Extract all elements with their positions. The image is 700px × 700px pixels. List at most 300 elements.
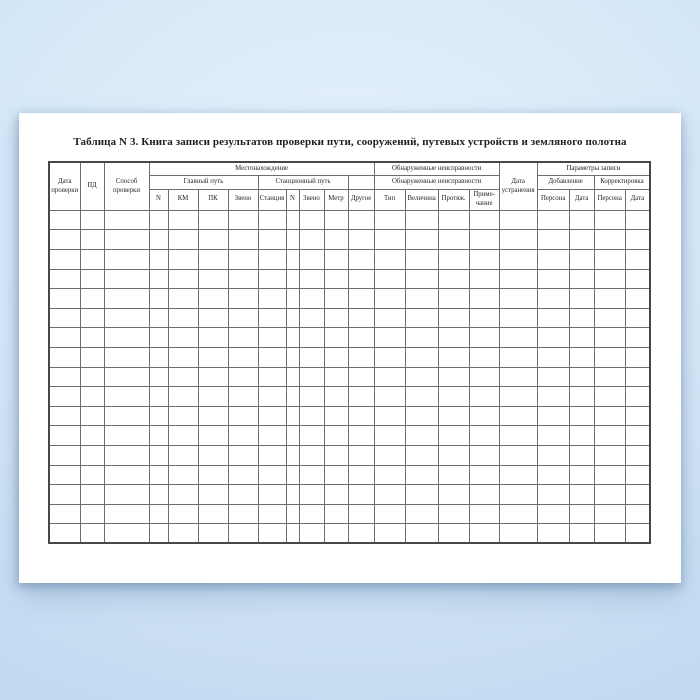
body-cell xyxy=(405,465,438,485)
body-cell xyxy=(168,308,198,328)
body-cell xyxy=(286,465,299,485)
header-cell-persona-add: Персона xyxy=(537,189,569,210)
body-cell xyxy=(168,406,198,426)
body-cell xyxy=(286,289,299,309)
body-cell xyxy=(104,465,149,485)
body-cell xyxy=(104,230,149,250)
body-cell xyxy=(168,210,198,230)
body-cell xyxy=(374,504,405,524)
body-cell xyxy=(198,230,228,250)
body-cell xyxy=(499,445,537,465)
header-cell-fault-note: Приме-чание xyxy=(469,189,499,210)
body-cell xyxy=(499,504,537,524)
body-cell xyxy=(258,406,286,426)
body-cell xyxy=(228,347,258,367)
body-cell xyxy=(299,308,324,328)
body-cell xyxy=(49,210,80,230)
body-cell xyxy=(104,210,149,230)
table-row xyxy=(49,524,650,544)
records-table xyxy=(48,161,651,544)
body-cell xyxy=(80,230,104,250)
table-row xyxy=(49,269,650,289)
body-cell xyxy=(438,328,469,348)
body-cell xyxy=(228,387,258,407)
body-cell xyxy=(537,367,569,387)
body-cell xyxy=(149,504,168,524)
body-cell xyxy=(374,347,405,367)
body-cell xyxy=(80,406,104,426)
body-cell xyxy=(324,524,348,544)
body-cell xyxy=(348,426,374,446)
table-row xyxy=(49,485,650,505)
body-cell xyxy=(49,328,80,348)
header-cell-persona-corr: Персона xyxy=(594,189,625,210)
body-cell xyxy=(348,406,374,426)
body-cell xyxy=(469,367,499,387)
body-cell xyxy=(80,387,104,407)
body-cell xyxy=(438,465,469,485)
body-cell xyxy=(438,524,469,544)
body-cell xyxy=(104,289,149,309)
body-cell xyxy=(104,249,149,269)
body-cell xyxy=(258,445,286,465)
body-cell xyxy=(258,367,286,387)
body-cell xyxy=(348,524,374,544)
body-cell xyxy=(80,465,104,485)
body-cell xyxy=(299,328,324,348)
body-cell xyxy=(49,465,80,485)
body-cell xyxy=(149,445,168,465)
body-cell xyxy=(168,504,198,524)
body-cell xyxy=(104,504,149,524)
body-cell xyxy=(374,269,405,289)
body-cell xyxy=(594,465,625,485)
body-cell xyxy=(168,328,198,348)
body-cell xyxy=(299,387,324,407)
body-cell xyxy=(149,524,168,544)
body-cell xyxy=(569,387,594,407)
body-cell xyxy=(258,387,286,407)
body-cell xyxy=(569,524,594,544)
body-cell xyxy=(80,524,104,544)
body-cell xyxy=(104,347,149,367)
body-cell xyxy=(324,347,348,367)
body-cell xyxy=(405,426,438,446)
body-cell xyxy=(258,465,286,485)
header-cell-n-station: N xyxy=(286,189,299,210)
body-cell xyxy=(469,504,499,524)
body-cell xyxy=(625,347,650,367)
body-cell xyxy=(537,347,569,367)
body-cell xyxy=(198,347,228,367)
body-cell xyxy=(438,249,469,269)
body-cell xyxy=(299,367,324,387)
body-cell xyxy=(405,347,438,367)
body-cell xyxy=(198,328,228,348)
body-cell xyxy=(286,524,299,544)
body-cell xyxy=(438,367,469,387)
body-cell xyxy=(438,269,469,289)
body-cell xyxy=(258,249,286,269)
body-cell xyxy=(469,524,499,544)
header-cell-date-add: Дата xyxy=(569,189,594,210)
body-cell xyxy=(537,426,569,446)
body-cell xyxy=(625,230,650,250)
body-cell xyxy=(286,269,299,289)
body-cell xyxy=(49,308,80,328)
body-cell xyxy=(348,465,374,485)
body-cell xyxy=(499,289,537,309)
body-cell xyxy=(594,445,625,465)
body-cell xyxy=(49,230,80,250)
body-cell xyxy=(324,406,348,426)
body-cell xyxy=(258,524,286,544)
body-cell xyxy=(374,465,405,485)
body-cell xyxy=(438,210,469,230)
header-cell-addition: Добавление xyxy=(537,175,594,189)
body-cell xyxy=(469,328,499,348)
body-cell xyxy=(286,328,299,348)
body-cell xyxy=(537,445,569,465)
body-cell xyxy=(625,426,650,446)
body-cell xyxy=(198,485,228,505)
body-cell xyxy=(569,230,594,250)
body-cell xyxy=(374,406,405,426)
body-cell xyxy=(537,465,569,485)
body-cell xyxy=(168,426,198,446)
body-cell xyxy=(80,426,104,446)
body-cell xyxy=(405,445,438,465)
body-cell xyxy=(49,406,80,426)
header-cell-fault-type: Тип xyxy=(374,189,405,210)
body-cell xyxy=(438,504,469,524)
table-row xyxy=(49,347,650,367)
body-cell xyxy=(168,347,198,367)
body-cell xyxy=(348,269,374,289)
body-cell xyxy=(374,210,405,230)
body-cell xyxy=(569,504,594,524)
body-cell xyxy=(537,289,569,309)
body-cell xyxy=(228,249,258,269)
body-cell xyxy=(168,230,198,250)
body-cell xyxy=(469,387,499,407)
body-cell xyxy=(625,328,650,348)
body-cell xyxy=(149,367,168,387)
body-cell xyxy=(258,485,286,505)
body-cell xyxy=(104,406,149,426)
document-page xyxy=(19,113,681,583)
body-cell xyxy=(537,524,569,544)
body-cell xyxy=(198,426,228,446)
body-cell xyxy=(625,524,650,544)
body-cell xyxy=(625,485,650,505)
body-cell xyxy=(569,249,594,269)
table-row xyxy=(49,406,650,426)
body-cell xyxy=(168,289,198,309)
body-cell xyxy=(104,328,149,348)
body-cell xyxy=(348,308,374,328)
body-cell xyxy=(80,289,104,309)
body-cell xyxy=(625,465,650,485)
header-cell-correction: Корректировка xyxy=(594,175,650,189)
body-cell xyxy=(405,308,438,328)
body-cell xyxy=(198,269,228,289)
body-cell xyxy=(258,308,286,328)
body-cell xyxy=(149,387,168,407)
body-cell xyxy=(569,289,594,309)
body-cell xyxy=(469,445,499,465)
body-cell xyxy=(198,289,228,309)
body-cell xyxy=(198,504,228,524)
body-cell xyxy=(438,230,469,250)
header-cell-detected-faults: Обнаруженные неисправности xyxy=(374,162,499,175)
body-cell xyxy=(469,249,499,269)
body-cell xyxy=(569,367,594,387)
body-cell xyxy=(286,485,299,505)
body-cell xyxy=(104,387,149,407)
body-cell xyxy=(228,269,258,289)
body-cell xyxy=(405,269,438,289)
header-cell-station-track: Станционный путь xyxy=(258,175,348,189)
body-cell xyxy=(149,328,168,348)
body-cell xyxy=(405,249,438,269)
header-cell-other: Другое xyxy=(348,189,374,210)
header-cell-elimination-date: Дата устранения xyxy=(499,162,537,210)
body-cell xyxy=(374,249,405,269)
body-cell xyxy=(348,504,374,524)
body-cell xyxy=(469,406,499,426)
body-cell xyxy=(198,308,228,328)
table-row xyxy=(49,210,650,230)
body-cell xyxy=(49,445,80,465)
body-cell xyxy=(228,367,258,387)
body-cell xyxy=(149,289,168,309)
header-cell-main-track: Главный путь xyxy=(149,175,258,189)
body-cell xyxy=(348,387,374,407)
body-cell xyxy=(348,210,374,230)
body-cell xyxy=(228,524,258,544)
body-cell xyxy=(258,347,286,367)
body-cell xyxy=(80,269,104,289)
body-cell xyxy=(499,249,537,269)
body-cell xyxy=(625,367,650,387)
body-cell xyxy=(348,347,374,367)
body-cell xyxy=(80,308,104,328)
body-cell xyxy=(374,289,405,309)
body-cell xyxy=(168,445,198,465)
body-cell xyxy=(104,445,149,465)
body-cell xyxy=(228,210,258,230)
body-cell xyxy=(258,269,286,289)
body-cell xyxy=(149,426,168,446)
body-cell xyxy=(499,426,537,446)
body-cell xyxy=(324,249,348,269)
body-cell xyxy=(198,210,228,230)
body-cell xyxy=(499,524,537,544)
body-cell xyxy=(286,230,299,250)
body-cell xyxy=(324,485,348,505)
body-cell xyxy=(374,387,405,407)
body-cell xyxy=(258,210,286,230)
body-cell xyxy=(286,367,299,387)
body-cell xyxy=(49,269,80,289)
body-cell xyxy=(469,426,499,446)
body-cell xyxy=(228,308,258,328)
body-cell xyxy=(104,426,149,446)
body-cell xyxy=(149,406,168,426)
body-cell xyxy=(324,504,348,524)
body-cell xyxy=(149,249,168,269)
body-cell xyxy=(594,347,625,367)
body-cell xyxy=(168,524,198,544)
body-cell xyxy=(104,485,149,505)
body-cell xyxy=(537,230,569,250)
body-cell xyxy=(374,445,405,465)
header-cell-detected-faults-sub: Обнаруженные неисправности xyxy=(374,175,499,189)
body-cell xyxy=(594,504,625,524)
body-cell xyxy=(469,289,499,309)
body-cell xyxy=(299,347,324,367)
body-cell xyxy=(537,485,569,505)
body-cell xyxy=(374,524,405,544)
header-cell-check-method: Способ проверки xyxy=(104,162,149,210)
body-cell xyxy=(569,308,594,328)
body-cell xyxy=(405,230,438,250)
body-cell xyxy=(286,308,299,328)
body-cell xyxy=(469,269,499,289)
body-cell xyxy=(348,485,374,505)
body-cell xyxy=(228,230,258,250)
body-cell xyxy=(228,328,258,348)
body-cell xyxy=(299,249,324,269)
body-cell xyxy=(228,445,258,465)
body-cell xyxy=(348,230,374,250)
body-cell xyxy=(286,210,299,230)
body-cell xyxy=(499,308,537,328)
body-cell xyxy=(594,387,625,407)
table-row xyxy=(49,426,650,446)
body-cell xyxy=(405,485,438,505)
body-cell xyxy=(228,485,258,505)
body-cell xyxy=(438,485,469,505)
body-cell xyxy=(499,328,537,348)
body-cell xyxy=(49,504,80,524)
body-cell xyxy=(168,387,198,407)
body-cell xyxy=(149,230,168,250)
body-cell xyxy=(324,445,348,465)
body-cell xyxy=(374,328,405,348)
body-cell xyxy=(299,485,324,505)
body-cell xyxy=(405,406,438,426)
header-cell-pk: ПК xyxy=(198,189,228,210)
table-row xyxy=(49,445,650,465)
header-cell-pd: ПД xyxy=(80,162,104,210)
table-row xyxy=(49,308,650,328)
header-cell-other-spacer xyxy=(348,175,374,189)
body-cell xyxy=(438,347,469,367)
body-cell xyxy=(80,328,104,348)
body-cell xyxy=(405,367,438,387)
body-cell xyxy=(49,289,80,309)
body-cell xyxy=(499,406,537,426)
body-cell xyxy=(499,210,537,230)
body-cell xyxy=(80,367,104,387)
body-cell xyxy=(594,426,625,446)
body-cell xyxy=(569,485,594,505)
body-cell xyxy=(149,485,168,505)
body-cell xyxy=(149,210,168,230)
table-row xyxy=(49,249,650,269)
body-cell xyxy=(469,347,499,367)
body-cell xyxy=(625,445,650,465)
body-cell xyxy=(286,249,299,269)
body-cell xyxy=(348,249,374,269)
body-cell xyxy=(594,406,625,426)
body-cell xyxy=(49,485,80,505)
body-cell xyxy=(594,524,625,544)
table-header xyxy=(49,162,650,210)
header-cell-metr: Метр xyxy=(324,189,348,210)
body-cell xyxy=(499,347,537,367)
body-cell xyxy=(348,367,374,387)
body-cell xyxy=(80,445,104,465)
body-cell xyxy=(594,367,625,387)
body-cell xyxy=(324,328,348,348)
body-cell xyxy=(499,387,537,407)
body-cell xyxy=(198,249,228,269)
body-cell xyxy=(324,289,348,309)
body-cell xyxy=(324,230,348,250)
body-cell xyxy=(258,328,286,348)
body-cell xyxy=(49,249,80,269)
body-cell xyxy=(228,289,258,309)
body-cell xyxy=(537,210,569,230)
body-cell xyxy=(537,328,569,348)
body-cell xyxy=(80,249,104,269)
body-cell xyxy=(625,249,650,269)
body-cell xyxy=(228,426,258,446)
body-cell xyxy=(324,269,348,289)
body-cell xyxy=(469,465,499,485)
body-cell xyxy=(625,387,650,407)
body-cell xyxy=(594,269,625,289)
body-cell xyxy=(198,387,228,407)
body-cell xyxy=(348,445,374,465)
body-cell xyxy=(438,289,469,309)
body-cell xyxy=(569,406,594,426)
body-cell xyxy=(149,269,168,289)
body-cell xyxy=(405,328,438,348)
body-cell xyxy=(286,445,299,465)
body-cell xyxy=(594,210,625,230)
body-cell xyxy=(374,308,405,328)
body-cell xyxy=(324,210,348,230)
table-row xyxy=(49,230,650,250)
body-cell xyxy=(80,347,104,367)
body-cell xyxy=(299,210,324,230)
body-cell xyxy=(286,504,299,524)
body-cell xyxy=(405,524,438,544)
body-cell xyxy=(168,485,198,505)
body-cell xyxy=(324,367,348,387)
body-cell xyxy=(348,328,374,348)
body-cell xyxy=(299,426,324,446)
body-cell xyxy=(625,308,650,328)
body-cell xyxy=(228,504,258,524)
body-cell xyxy=(286,426,299,446)
body-cell xyxy=(324,308,348,328)
body-cell xyxy=(80,504,104,524)
